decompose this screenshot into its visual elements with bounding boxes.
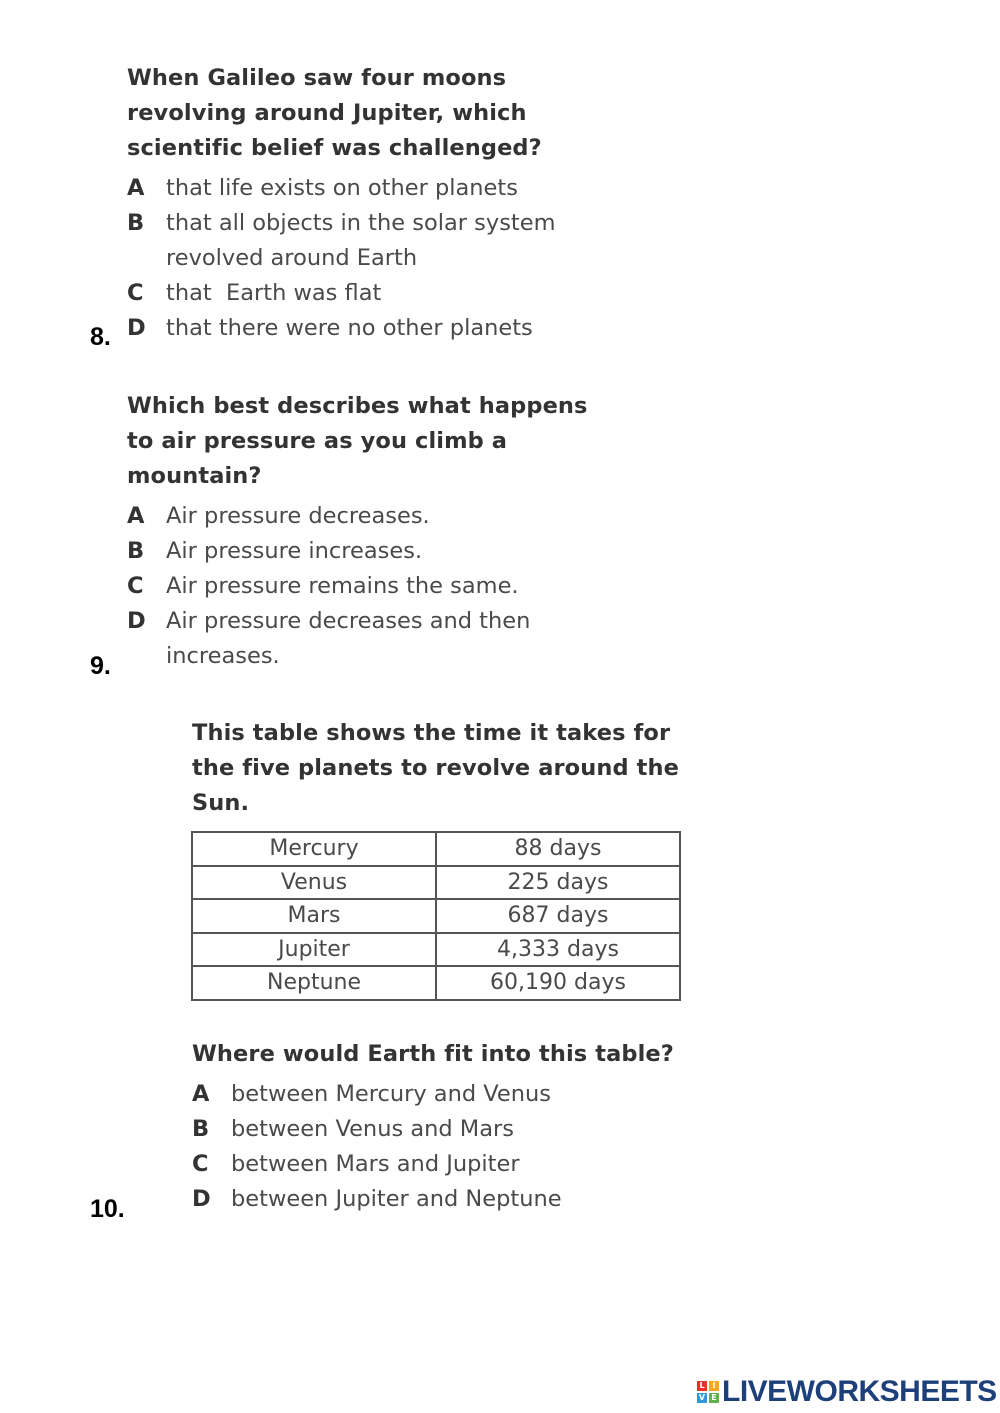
option-letter: C (127, 280, 144, 306)
option-text: increases. (166, 643, 280, 669)
option-text: between Mercury and Venus (231, 1081, 552, 1107)
planet-cell: Mars (192, 899, 436, 933)
option-text: that Earth was flat (166, 280, 382, 306)
option-text: between Mars and Jupiter (231, 1151, 520, 1177)
question-9-stem (127, 389, 727, 494)
option-text: revolved around Earth (166, 245, 418, 271)
option-letter: B (127, 538, 145, 564)
option-letter: D (192, 1186, 211, 1212)
question-number-8: 8. (90, 323, 111, 351)
stem-line: to air pressure as you climb a (127, 428, 508, 454)
brand-name: LIVEWORKSHEETS (722, 1375, 997, 1408)
question-9-options (127, 499, 727, 674)
planet-cell: Venus (192, 866, 436, 900)
option-b[interactable] (192, 1112, 792, 1147)
option-text: that there were no other planets (166, 315, 533, 341)
option-b[interactable] (127, 206, 727, 276)
logo-letter-v: V (698, 1393, 706, 1402)
option-text: that all objects in the solar system (166, 210, 556, 236)
table-row (192, 933, 680, 967)
table-row (192, 899, 680, 933)
option-d[interactable] (127, 604, 727, 674)
liveworksheets-logo-icon (697, 1381, 719, 1403)
planet-cell: Mercury (192, 832, 436, 866)
option-text: Air pressure decreases. (166, 503, 430, 529)
period-cell: 225 days (436, 866, 680, 900)
question-10-stem (192, 1037, 792, 1072)
question-8-options (127, 171, 727, 346)
table-row (192, 966, 680, 1000)
option-text: that life exists on other planets (166, 175, 518, 201)
question-8-stem (127, 61, 727, 166)
logo-letter-e: E (709, 1393, 719, 1403)
option-text: between Venus and Mars (231, 1116, 514, 1142)
stem-line: When Galileo saw four moons (127, 65, 507, 91)
option-letter: B (127, 210, 145, 236)
option-letter: C (192, 1151, 209, 1177)
period-cell: 4,333 days (436, 933, 680, 967)
option-letter: D (127, 608, 146, 634)
option-text: Air pressure decreases and then (166, 608, 531, 634)
question-number-10: 10. (90, 1195, 125, 1223)
option-text: Air pressure increases. (166, 538, 423, 564)
logo-letter-l: L (697, 1381, 707, 1391)
option-a[interactable] (127, 171, 727, 206)
option-c[interactable] (127, 569, 727, 604)
period-cell: 687 days (436, 899, 680, 933)
table-row (192, 866, 680, 900)
stem-line: Where would Earth fit into this table? (192, 1041, 674, 1067)
planet-cell: Neptune (192, 966, 436, 1000)
intro-line: the five planets to revolve around the (192, 755, 679, 781)
option-a[interactable] (192, 1077, 792, 1112)
option-letter: B (192, 1116, 210, 1142)
liveworksheets-brand[interactable] (697, 1375, 997, 1409)
planet-orbit-table (191, 831, 681, 1001)
stem-line: revolving around Jupiter, which (127, 100, 527, 126)
option-c[interactable] (192, 1147, 792, 1182)
stem-line: scientific belief was challenged? (127, 135, 542, 161)
option-text: between Jupiter and Neptune (231, 1186, 562, 1212)
planet-cell: Jupiter (192, 933, 436, 967)
option-b[interactable] (127, 534, 727, 569)
option-text: Air pressure remains the same. (166, 573, 519, 599)
option-d[interactable] (127, 311, 727, 346)
table-row (192, 832, 680, 866)
period-cell: 88 days (436, 832, 680, 866)
question-number-9: 9. (90, 652, 111, 680)
stem-line: mountain? (127, 463, 262, 489)
option-d[interactable] (192, 1182, 792, 1217)
option-letter: A (192, 1081, 210, 1107)
option-c[interactable] (127, 276, 727, 311)
option-letter: D (127, 315, 146, 341)
intro-line: Sun. (192, 790, 250, 816)
logo-letter-i: I (709, 1381, 719, 1391)
period-cell: 60,190 days (436, 966, 680, 1000)
option-letter: A (127, 175, 145, 201)
question-10-intro (192, 716, 792, 821)
stem-line: Which best describes what happens (127, 393, 588, 419)
option-a[interactable] (127, 499, 727, 534)
intro-line: This table shows the time it takes for (192, 720, 671, 746)
option-letter: A (127, 503, 145, 529)
option-letter: C (127, 573, 144, 599)
question-10-options (192, 1077, 792, 1217)
